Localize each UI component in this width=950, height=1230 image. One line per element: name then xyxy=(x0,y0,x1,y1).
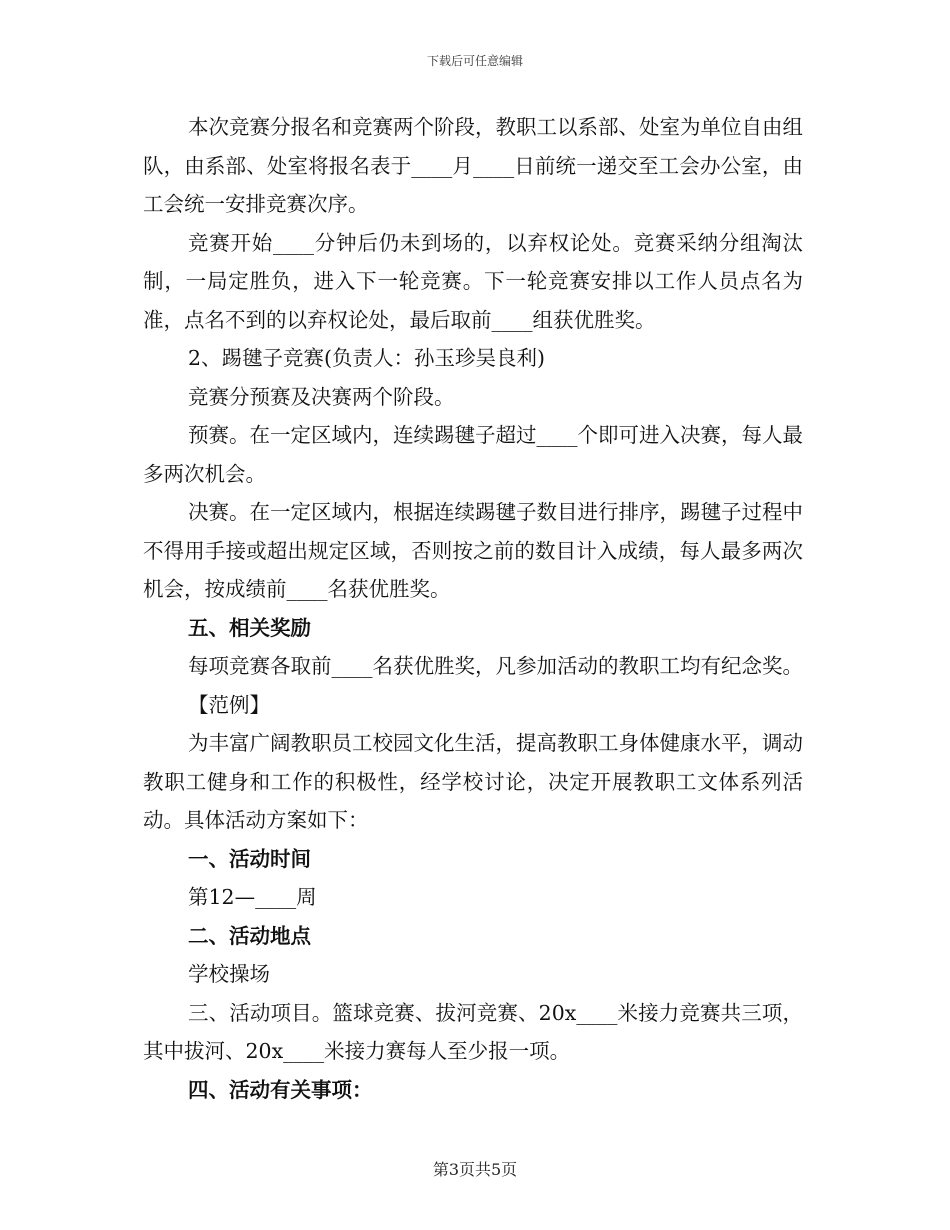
paragraph: 决赛。在一定区域内，根据连续踢毽子数目进行排序，踢毽子过程中不得用手接或超出规定区域，否则按之前的数目计入成绩，每人最多两次机会，按成绩前____名获优胜奖。 xyxy=(143,500,803,601)
paragraph: 2、踢毽子竞赛(负责人：孙玉珍吴良利) xyxy=(188,346,546,370)
section-heading: 二、活动地点 xyxy=(188,923,311,948)
paragraph: 竞赛开始____分钟后仍未到场的，以弃权论处。竞赛采纳分组淘汰制，一局定胜负，进入下一轮竞赛。下一轮竞赛安排以工作人员点名为准，点名不到的以弃权论处，最后取前____组获优胜奖。 xyxy=(143,230,803,332)
document-body xyxy=(143,108,803,1109)
paragraph: 【范例】 xyxy=(188,692,270,717)
paragraph: 为丰富广阔教职员工校园文化生活，提高教职工身体健康水平，调动教职工健身和工作的积极性，经学校讨论，决定开展教职工文体系列活动。具体活动方案如下： xyxy=(143,731,803,832)
paragraph: 第12—____周 xyxy=(188,885,317,909)
paragraph: 预赛。在一定区域内，连续踢毽子超过____个即可进入决赛，每人最多两次机会。 xyxy=(143,423,803,486)
paragraph: 三、活动项目。篮球竞赛、拔河竞赛、20x____米接力竞赛共三项，其中拔河、20x____米接力赛每人至少报一项。 xyxy=(143,1000,803,1063)
section-heading: 四、活动有关事项： xyxy=(188,1077,373,1102)
paragraph: 本次竞赛分报名和竞赛两个阶段，教职工以系部、处室为单位自由组队，由系部、处室将报名表于____月____日前统一递交至工会办公室，由工会统一安排竞赛次序。 xyxy=(143,115,803,216)
section-heading: 一、活动时间 xyxy=(188,846,311,871)
paragraph: 每项竞赛各取前____名获优胜奖，凡参加活动的教职工均有纪念奖。 xyxy=(188,654,803,678)
paragraph: 学校操场 xyxy=(188,962,270,986)
header-note: 下载后可任意编辑 xyxy=(426,54,523,68)
section-heading: 五、相关奖励 xyxy=(188,615,311,640)
page-number: 第3页共5页 xyxy=(432,1160,518,1179)
paragraph: 竞赛分预赛及决赛两个阶段。 xyxy=(188,384,455,409)
